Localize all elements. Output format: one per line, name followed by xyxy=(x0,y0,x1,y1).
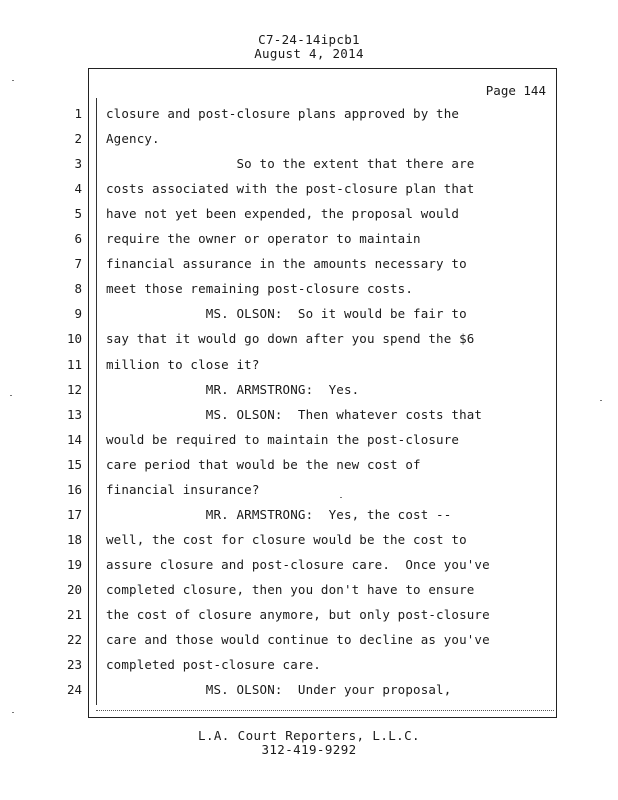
line-number: 15 xyxy=(66,457,82,472)
line-number: 10 xyxy=(66,331,82,346)
footer-reporter-name: L.A. Court Reporters, L.L.C. xyxy=(198,728,420,743)
line-number: 4 xyxy=(74,181,82,196)
line-number: 13 xyxy=(66,407,82,422)
line-number: 3 xyxy=(74,156,82,171)
transcript-line: So to the extent that there are xyxy=(106,156,475,171)
transcript-line: financial assurance in the amounts necessary to xyxy=(106,256,467,271)
line-number: 14 xyxy=(66,432,82,447)
transcript-line: million to close it? xyxy=(106,357,260,372)
transcript-line: meet those remaining post-closure costs. xyxy=(106,281,414,296)
transcript-line: MS. OLSON: Under your proposal, xyxy=(106,682,452,697)
line-number: 8 xyxy=(74,281,82,296)
line-number: 2 xyxy=(74,131,82,146)
line-number: 23 xyxy=(66,657,82,672)
line-number: 7 xyxy=(74,256,82,271)
transcript-line: say that it would go down after you spend the $6 xyxy=(106,331,475,346)
line-number: 22 xyxy=(66,632,82,647)
transcript-line: costs associated with the post-closure plan that xyxy=(106,181,475,196)
line-number: 21 xyxy=(66,607,82,622)
line-number: 16 xyxy=(66,482,82,497)
line-number: 6 xyxy=(74,231,82,246)
transcript-line: well, the cost for closure would be the cost to xyxy=(106,532,467,547)
margin-rule xyxy=(96,98,97,705)
scan-speck xyxy=(600,400,602,401)
line-number: 19 xyxy=(66,557,82,572)
line-number: 17 xyxy=(66,507,82,522)
transcript-line: completed closure, then you don't have to ensure xyxy=(106,582,475,597)
transcript-line: the cost of closure anymore, but only post-closure xyxy=(106,607,490,622)
transcript-line: care and those would continue to decline as you've xyxy=(106,632,490,647)
line-number: 9 xyxy=(74,306,82,321)
line-number: 24 xyxy=(66,682,82,697)
line-number: 18 xyxy=(66,532,82,547)
transcript-line: would be required to maintain the post-closure xyxy=(106,432,460,447)
transcript-line: MS. OLSON: So it would be fair to xyxy=(106,306,467,321)
scan-speck xyxy=(340,497,342,498)
transcript-line: care period that would be the new cost of xyxy=(106,457,421,472)
transcript-line: assure closure and post-closure care. Once you've xyxy=(106,557,490,572)
line-number: 11 xyxy=(66,357,82,372)
transcript-line: Agency. xyxy=(106,131,160,146)
line-number: 12 xyxy=(66,382,82,397)
line-number: 1 xyxy=(74,106,82,121)
transcript-line: financial insurance? xyxy=(106,482,260,497)
transcript-line: require the owner or operator to maintain xyxy=(106,231,421,246)
footer-phone: 312-419-9292 xyxy=(261,742,357,757)
scan-speck xyxy=(10,395,12,396)
line-number: 20 xyxy=(66,582,82,597)
transcript-line: have not yet been expended, the proposal would xyxy=(106,206,460,221)
transcript-line: completed post-closure care. xyxy=(106,657,321,672)
line-number: 5 xyxy=(74,206,82,221)
header-date: August 4, 2014 xyxy=(254,46,364,61)
scan-speck xyxy=(12,80,14,81)
transcript-line: closure and post-closure plans approved by the xyxy=(106,106,460,121)
page-number-label: Page 144 xyxy=(485,83,546,98)
bottom-rule xyxy=(96,710,554,711)
transcript-line: MR. ARMSTRONG: Yes, the cost -- xyxy=(106,507,452,522)
scan-speck xyxy=(12,712,14,713)
header-case-id: C7-24-14ipcb1 xyxy=(258,32,360,47)
transcript-line: MS. OLSON: Then whatever costs that xyxy=(106,407,483,422)
transcript-line: MR. ARMSTRONG: Yes. xyxy=(106,382,360,397)
